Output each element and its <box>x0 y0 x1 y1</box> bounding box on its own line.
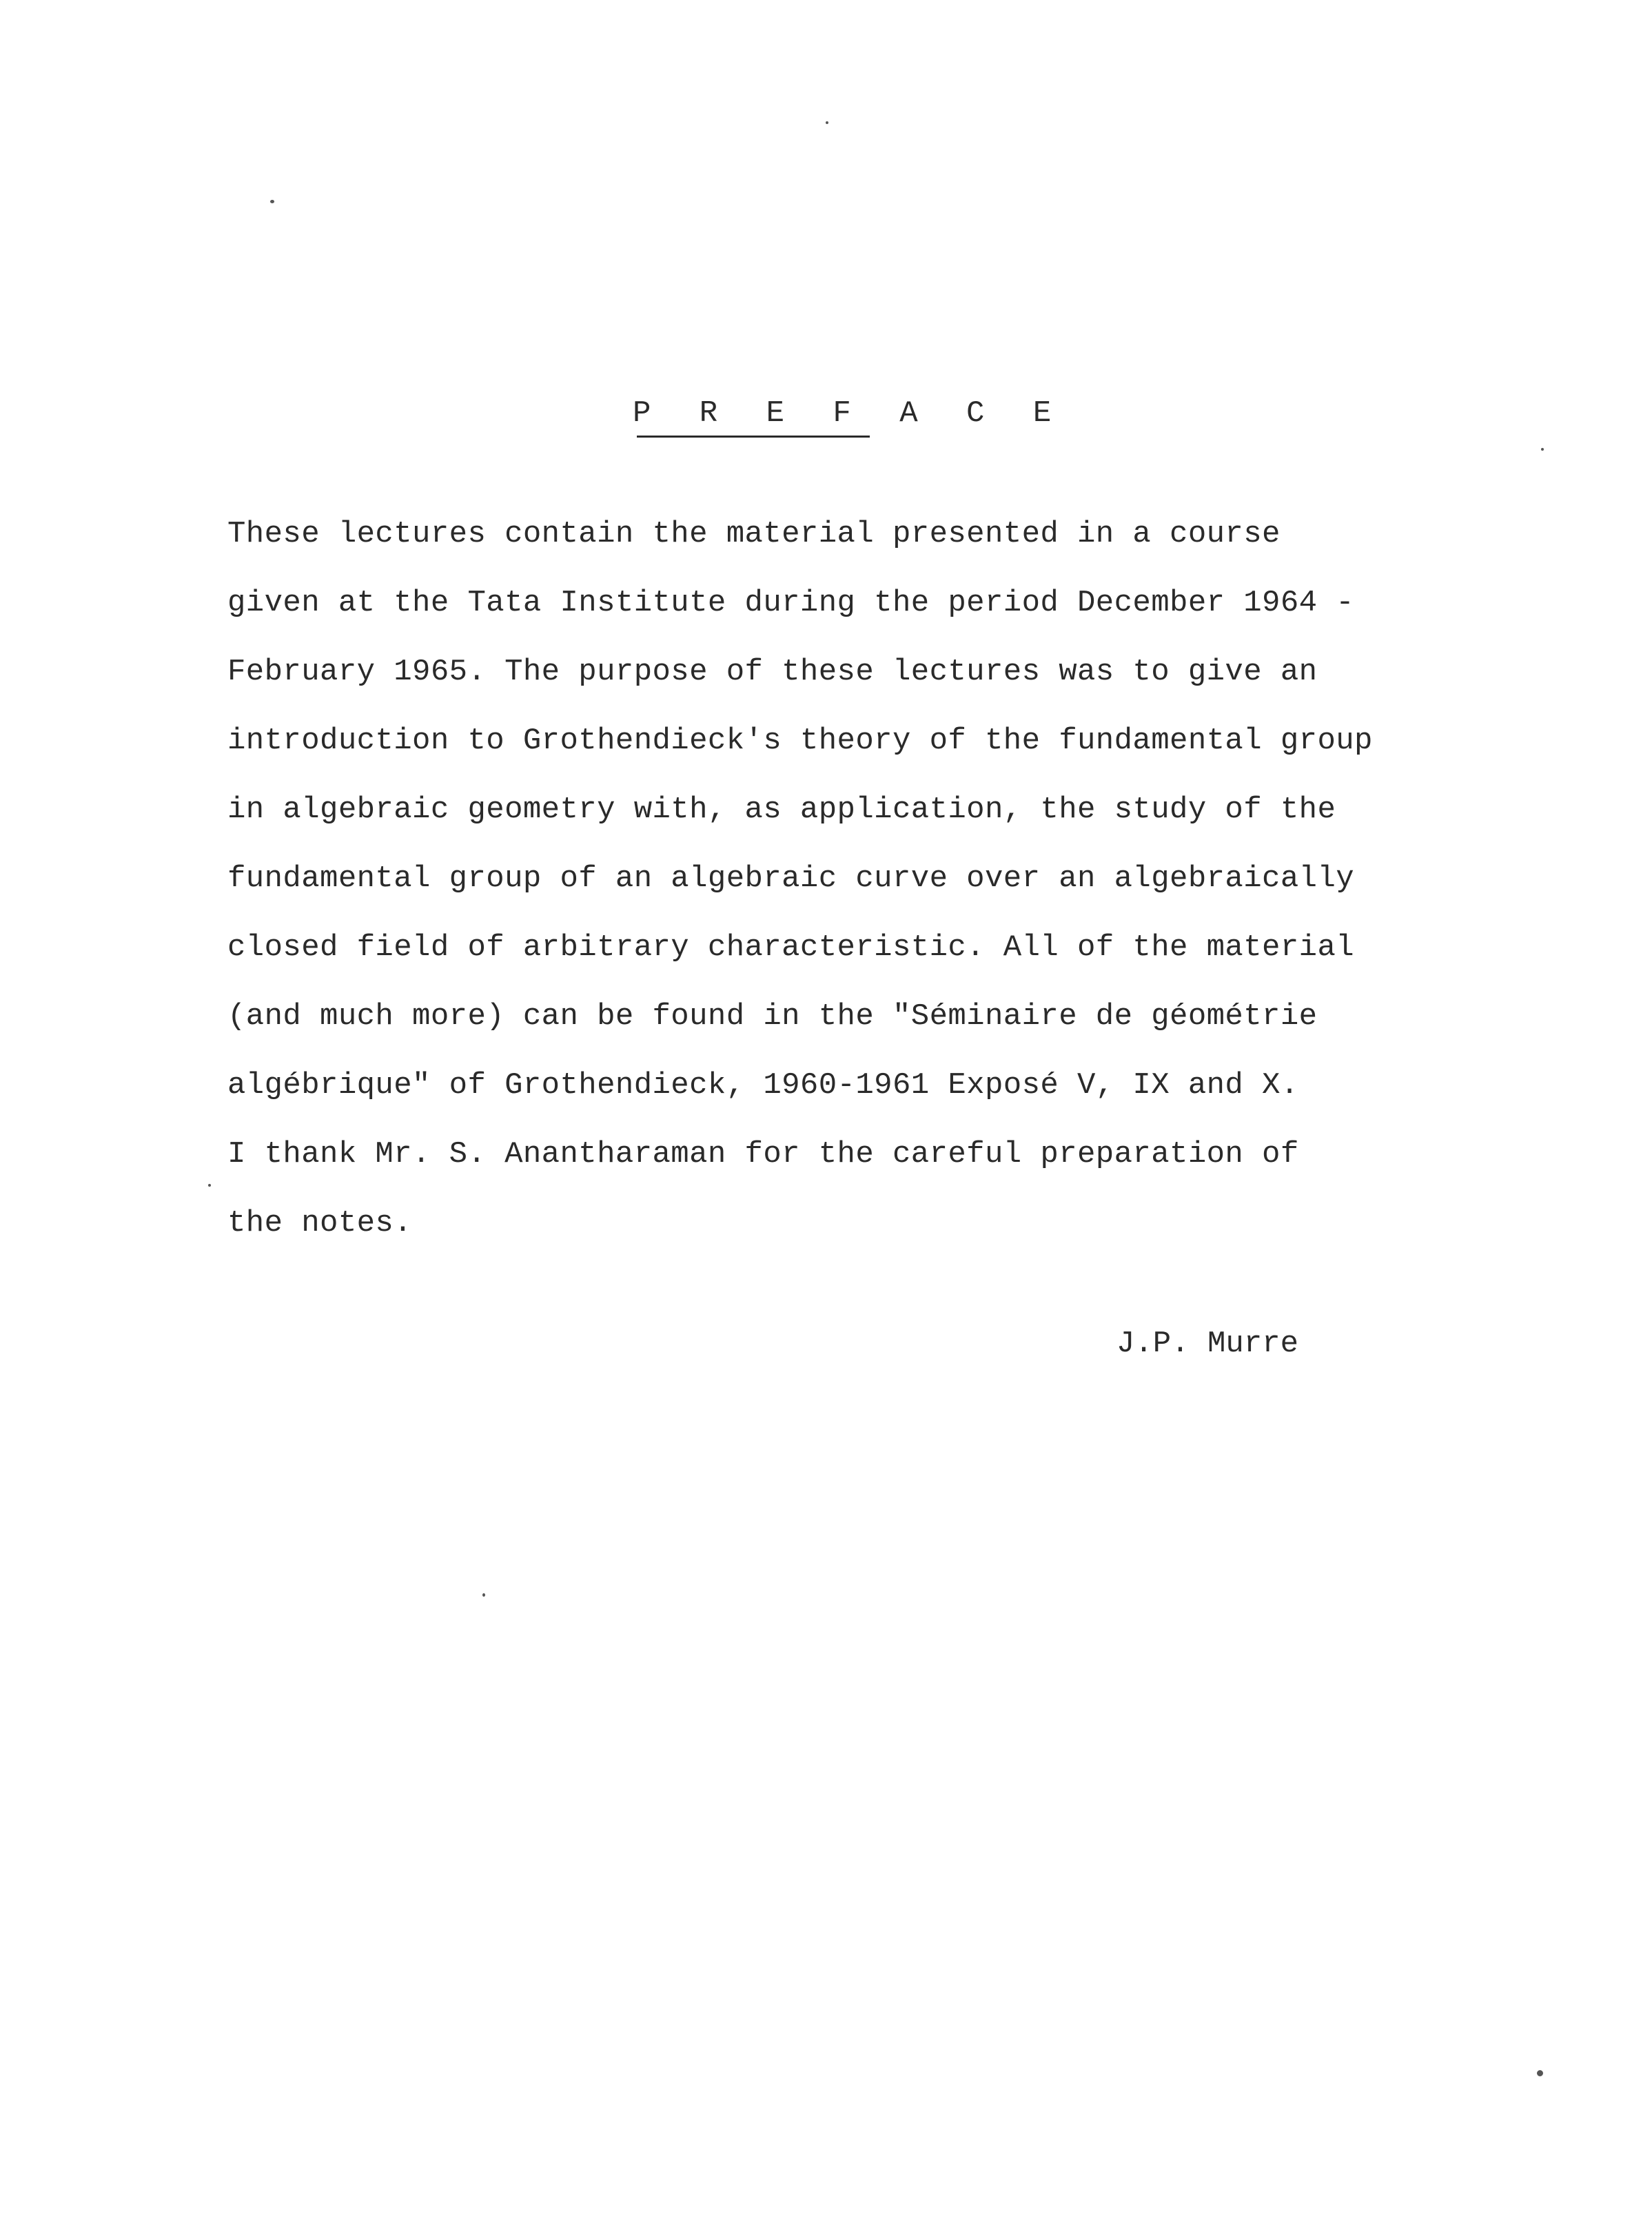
body-line-9: algébrique" of Grothendieck, 1960-1961 Exposé V, IX and X. <box>227 1068 1299 1103</box>
scan-speck <box>1541 448 1544 451</box>
body-line-2: given at the Tata Institute during the period December 1964 - <box>227 586 1355 620</box>
scan-speck <box>482 1593 485 1597</box>
body-line-7: closed field of arbitrary characteristic. All of the material <box>227 930 1355 965</box>
scan-speck <box>826 121 828 124</box>
author-signature: J.P. Murre <box>1116 1327 1299 1361</box>
body-line-1: These lectures contain the material presented in a course <box>227 517 1281 551</box>
page-title: P R E F A C E <box>633 396 1067 431</box>
scan-speck <box>208 1184 211 1187</box>
title-underline <box>637 436 870 438</box>
scan-speck <box>1537 2070 1543 2076</box>
body-line-4: introduction to Grothendieck's theory of the fundamental group <box>227 724 1373 758</box>
body-line-6: fundamental group of an algebraic curve over an algebraically <box>227 861 1355 896</box>
scan-speck <box>270 200 274 203</box>
body-line-3: February 1965. The purpose of these lectures was to give an <box>227 655 1318 689</box>
body-line-8: (and much more) can be found in the "Séminaire de géométrie <box>227 999 1318 1034</box>
body-line-11: the notes. <box>227 1206 413 1240</box>
body-line-5: in algebraic geometry with, as application, the study of the <box>227 792 1336 827</box>
body-line-10: I thank Mr. S. Anantharaman for the careful preparation of <box>227 1137 1299 1172</box>
